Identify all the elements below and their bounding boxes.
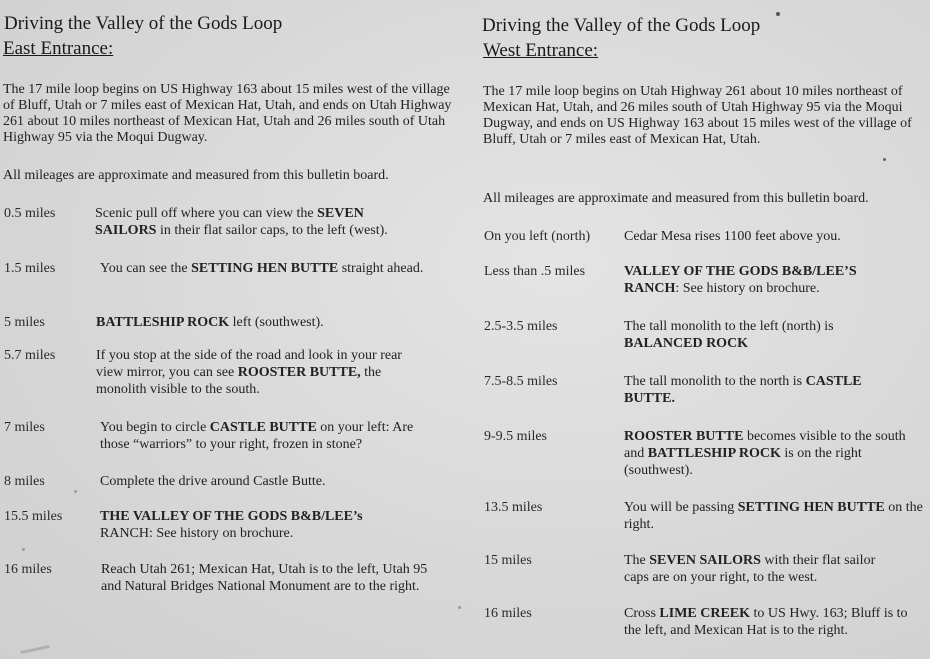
smudge-mark xyxy=(20,645,50,654)
east-entry-description: If you stop at the side of the road and look in your rear view mirror, you can see ROOSTER BUTTE, the monolith visible to the south. xyxy=(96,348,402,397)
east-entry-mile: 0.5 miles xyxy=(4,206,56,221)
west-entry-mile: Less than .5 miles xyxy=(484,264,586,279)
west-mileage-note: All mileages are approximate and measured from this bulletin board. xyxy=(483,191,869,206)
west-entry-mile: 16 miles xyxy=(484,606,532,621)
east-entry-mile: 15.5 miles xyxy=(4,509,63,524)
dust-speck xyxy=(22,548,25,551)
west-entry-mile: 2.5-3.5 miles xyxy=(484,319,558,334)
east-mileage-note: All mileages are approximate and measured from this bulletin board. xyxy=(3,168,389,183)
east-entry-description: You begin to circle CASTLE BUTTE on your left: Are those “warriors” to your right, frozen in stone? xyxy=(100,420,414,452)
west-entry-description: The SEVEN SAILORS with their flat sailor caps are on your right, to the west. xyxy=(624,553,876,585)
west-title: Driving the Valley of the Gods Loop xyxy=(482,15,761,36)
east-entry-description: Complete the drive around Castle Butte. xyxy=(100,474,326,489)
dust-speck xyxy=(74,490,77,493)
east-entry-mile: 1.5 miles xyxy=(4,261,56,276)
dust-speck xyxy=(776,12,780,16)
east-entry-description: You can see the SETTING HEN BUTTE straight ahead. xyxy=(100,261,424,276)
west-entry-description: You will be passing SETTING HEN BUTTE on the right. xyxy=(624,500,923,532)
east-entry-description: THE VALLEY OF THE GODS B&B/LEE’s RANCH: See history on brochure. xyxy=(100,509,363,541)
east-entry-mile: 5.7 miles xyxy=(4,348,56,363)
east-entry-mile: 5 miles xyxy=(4,315,45,330)
east-entry-mile: 7 miles xyxy=(4,420,45,435)
west-subtitle: West Entrance: xyxy=(483,40,599,61)
west-intro: The 17 mile loop begins on Utah Highway 261 about 10 miles northeast of Mexican Hat, Utah, and 26 miles south of Utah Highway 95 via the Moqui Dugway, and ends on US Highway 163 about 15 miles west of the village of Bluff, Utah or 7 miles east of Mexican Hat, Utah. xyxy=(483,84,912,147)
west-entry-description: The tall monolith to the north is CASTLE BUTTE. xyxy=(624,374,862,406)
west-entry-description: The tall monolith to the left (north) is BALANCED ROCK xyxy=(624,319,834,351)
east-entry-description: BATTLESHIP ROCK left (southwest). xyxy=(96,315,324,330)
east-entry-mile: 8 miles xyxy=(4,474,45,489)
west-entry-description: VALLEY OF THE GODS B&B/LEE’S RANCH: See history on brochure. xyxy=(624,264,857,296)
west-entry-mile: 9-9.5 miles xyxy=(484,429,547,444)
west-entry-description: Cedar Mesa rises 1100 feet above you. xyxy=(624,229,841,244)
west-entry-mile: 13.5 miles xyxy=(484,500,543,515)
dust-speck xyxy=(458,606,461,609)
west-entry-mile: 7.5-8.5 miles xyxy=(484,374,558,389)
east-entry-mile: 16 miles xyxy=(4,562,52,577)
east-subtitle: East Entrance: xyxy=(3,38,114,59)
east-title: Driving the Valley of the Gods Loop xyxy=(4,13,283,34)
west-entry-mile: On you left (north) xyxy=(484,229,591,244)
west-entry-description: Cross LIME CREEK to US Hwy. 163; Bluff is to the left, and Mexican Hat is to the right. xyxy=(624,606,908,638)
east-entry-description: Reach Utah 261; Mexican Hat, Utah is to the left, Utah 95 and Natural Bridges National Monument are to the right. xyxy=(101,562,428,594)
east-intro: The 17 mile loop begins on US Highway 163 about 15 miles west of the village of Bluff, Utah or 7 miles east of Mexican Hat, Utah, and ends on Utah Highway 261 about 10 miles northeast of Mexican Hat, Utah and 26 miles south of Utah Highway 95 via the Moqui Dugway. xyxy=(3,82,452,145)
dust-speck xyxy=(883,158,886,161)
west-entry-mile: 15 miles xyxy=(484,553,532,568)
west-entry-description: ROOSTER BUTTE becomes visible to the south and BATTLESHIP ROCK is on the right (southwest). xyxy=(624,429,906,478)
east-entry-description: Scenic pull off where you can view the SEVEN SAILORS in their flat sailor caps, to the left (west). xyxy=(95,206,388,238)
